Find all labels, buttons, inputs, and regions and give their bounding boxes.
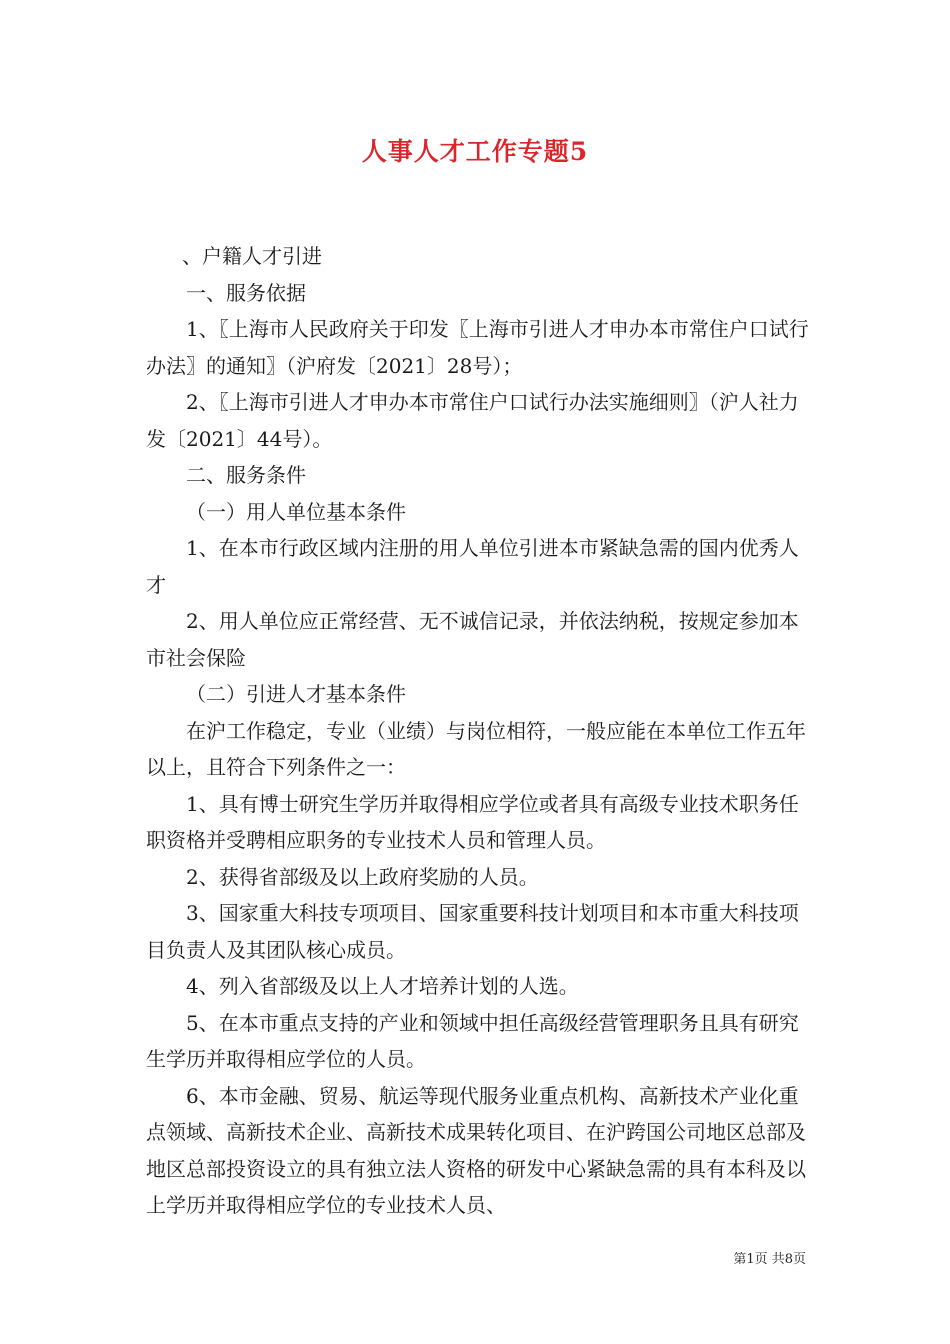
paragraph: 在沪工作稳定，专业（业绩）与岗位相符，一般应能在本单位工作五年以上，且符合下列条件之一： <box>146 718 806 779</box>
paragraph: 2、〖上海市引进人才申办本市常住户口试行办法实施细则〗（沪人社力发〔2021〕44号）。 <box>146 390 799 451</box>
paragraph: （一）用人单位基本条件 <box>186 499 406 524</box>
page-footer: 第1页 共8页 <box>733 1252 806 1267</box>
paragraph: （二）引进人才基本条件 <box>186 682 406 706</box>
paragraph: 5、在本市重点支持的产业和领域中担任高级经营管理职务且具有研究生学历并取得相应学位的人员。 <box>146 1010 799 1071</box>
paragraph: 二、服务条件 <box>186 463 306 487</box>
paragraph: 2、用人单位应正常经营、无不诚信记录，并依法纳税，按规定参加本市社会保险 <box>146 609 799 670</box>
paragraph: 一、服务依据 <box>186 280 306 305</box>
paragraph: 1、具有博士研究生学历并取得相应学位或者具有高级专业技术职务任职资格并受聘相应职务的专业技术人员和管理人员。 <box>146 791 799 852</box>
document-body <box>146 238 816 1224</box>
document-title: 人事人才工作专题5 <box>361 137 589 166</box>
paragraph: 、户籍人才引进 <box>182 244 322 268</box>
paragraph: 2、获得省部级及以上政府奖励的人员。 <box>186 864 539 889</box>
paragraph: 1、〖上海市人民政府关于印发〖上海市引进人才申办本市常住户口试行办法〗的通知〗（沪府发〔2021〕28号）； <box>146 317 809 378</box>
paragraph: 1、在本市行政区域内注册的用人单位引进本市紧缺急需的国内优秀人才 <box>146 536 799 597</box>
paragraph: 4、列入省部级及以上人才培养计划的人选。 <box>186 974 579 998</box>
paragraph: 3、国家重大科技专项项目、国家重要科技计划项目和本市重大科技项目负责人及其团队核心成员。 <box>146 901 799 962</box>
paragraph: 6、本市金融、贸易、航运等现代服务业重点机构、高新技术产业化重点领域、高新技术企业、高新技术成果转化项目、在沪跨国公司地区总部及地区总部投资设立的具有独立法人资格的研发中心紧缺急需的具有本科及以上学历并取得相应学位的专业技术人员、 <box>146 1083 806 1217</box>
